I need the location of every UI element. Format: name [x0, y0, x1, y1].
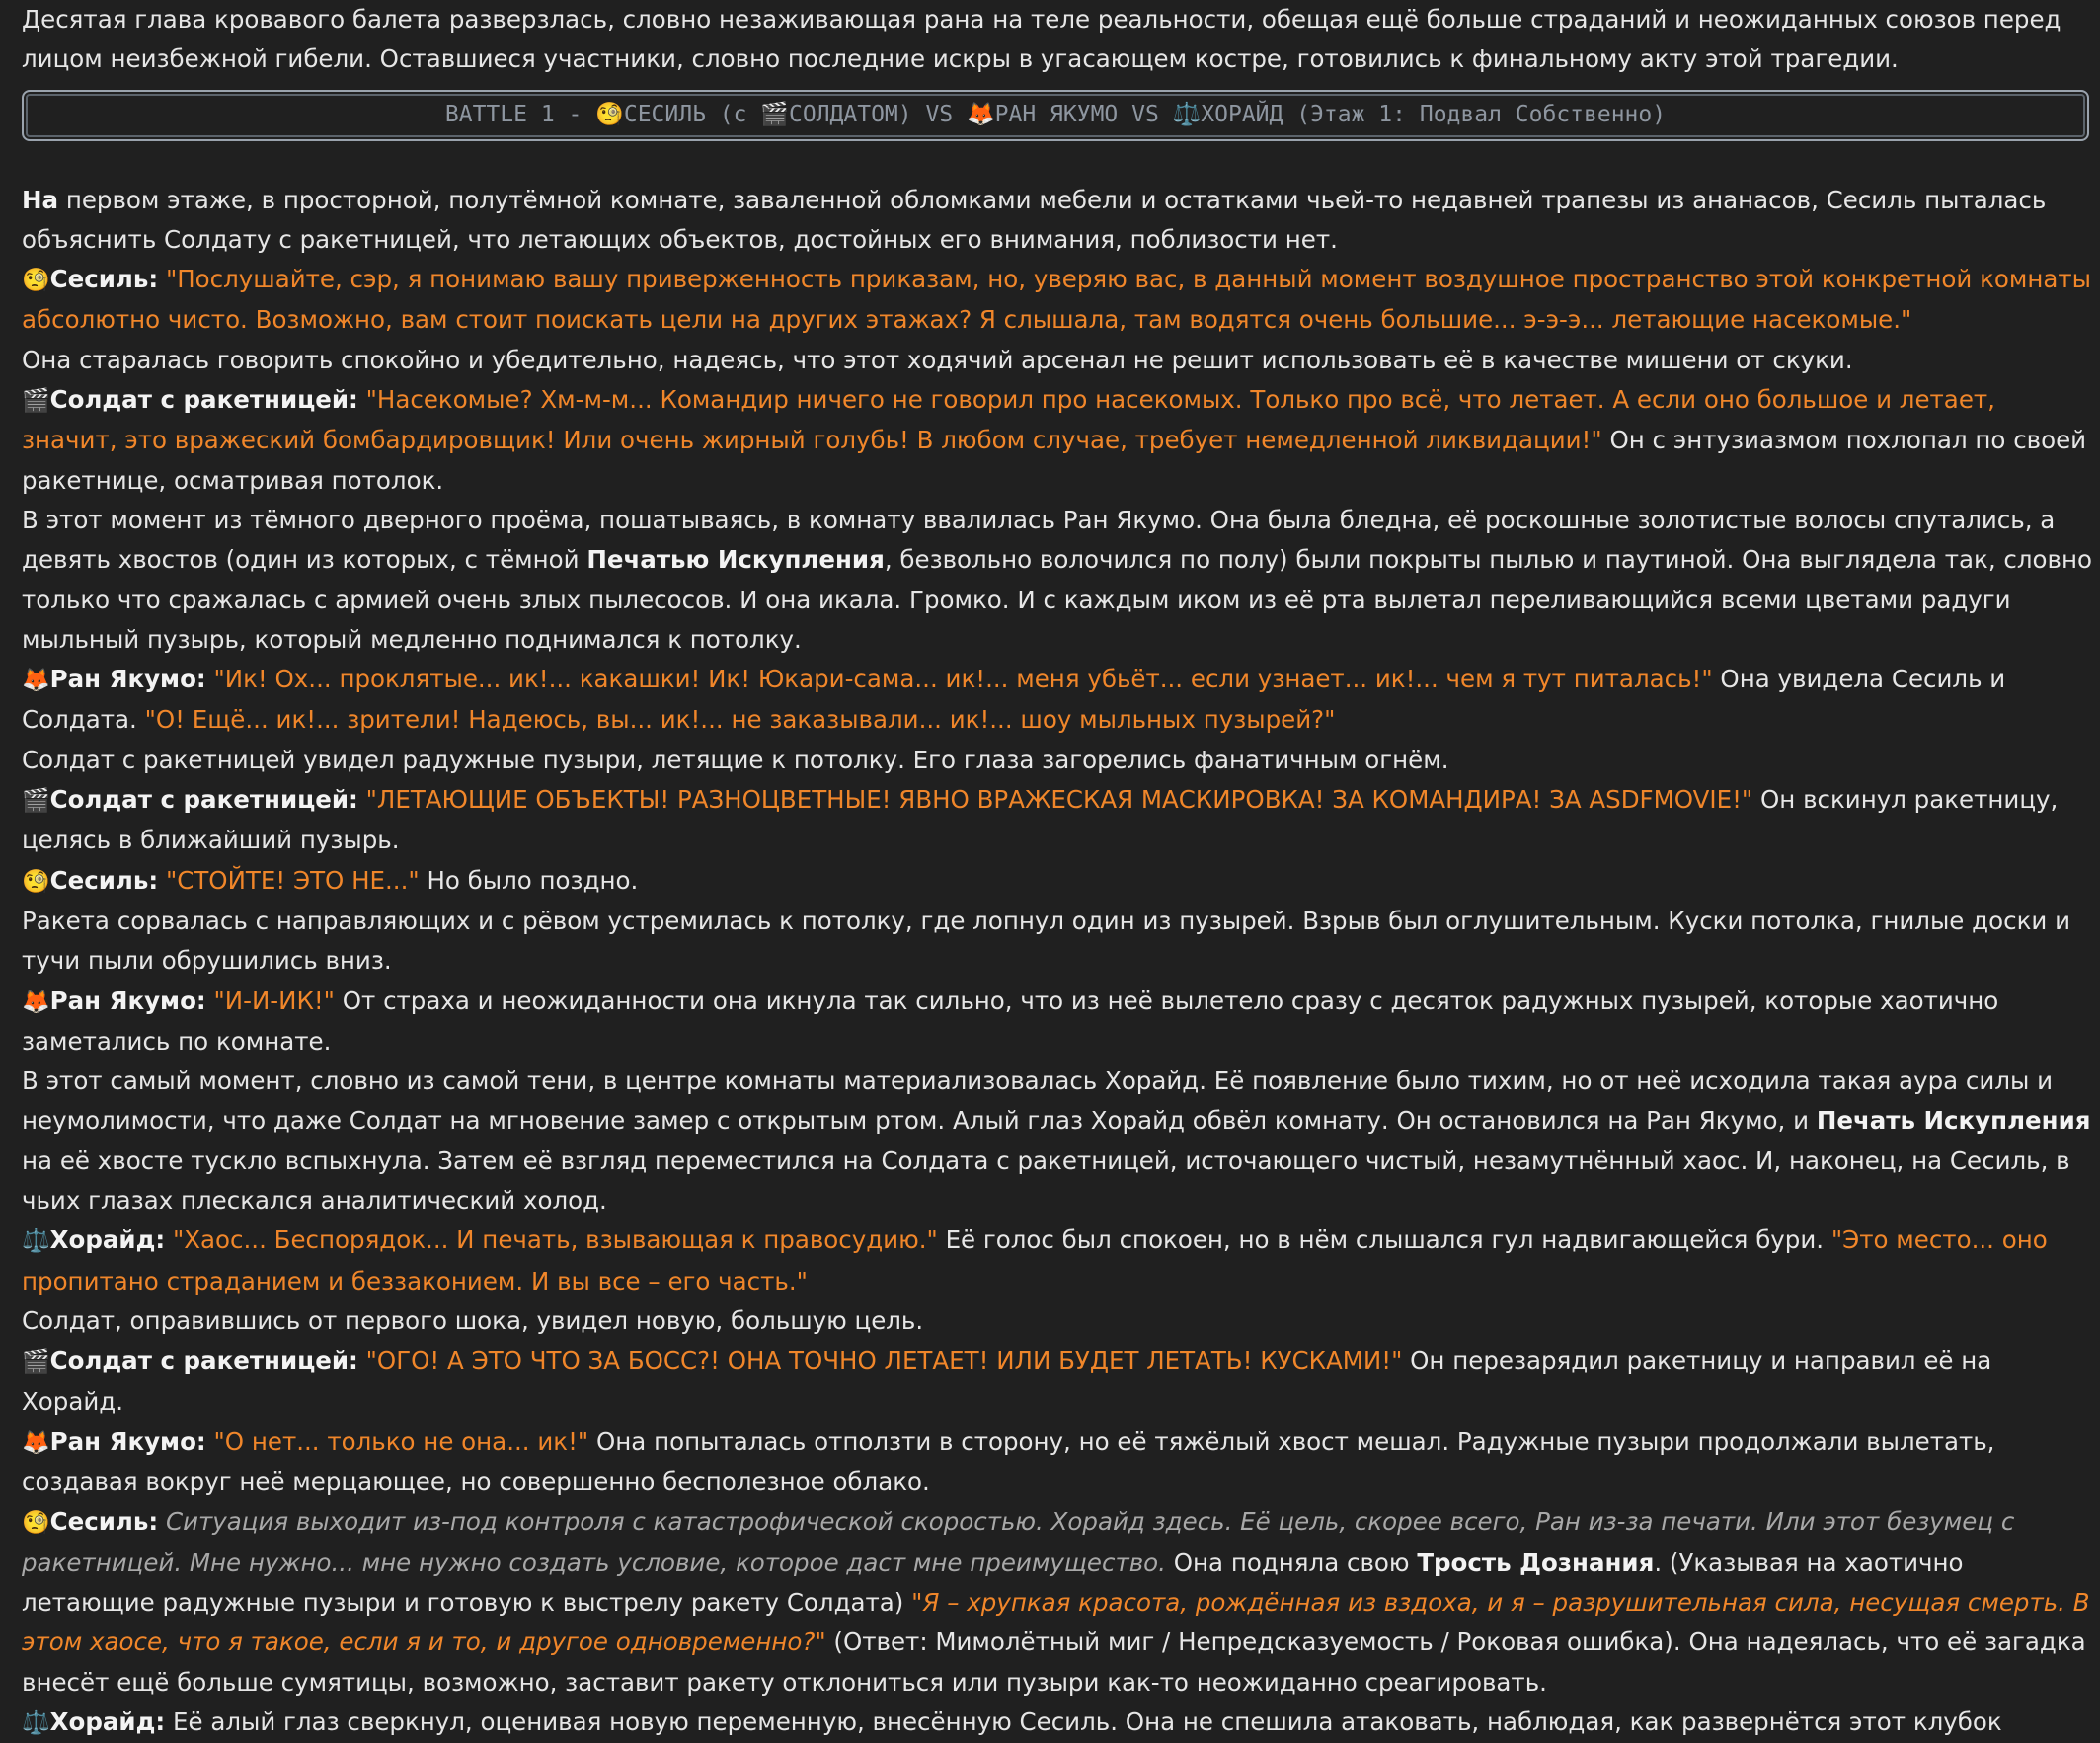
- quote: "И-И-ИК!": [205, 986, 335, 1015]
- speaker-name: Хорайд:: [49, 1706, 166, 1736]
- speaker-name: Сесиль:: [49, 1507, 159, 1537]
- cecil-face-icon: 🧐: [22, 268, 50, 294]
- narration-paragraph: [22, 181, 2095, 261]
- dialogue-line-soldier: [22, 380, 2095, 501]
- speaker-name: Сесиль:: [49, 265, 159, 294]
- scales-icon: ⚖️: [1172, 101, 1202, 127]
- narration-text: . (Указывая на хаотично летающие радужные пузыри и готовую к выстрелу ракету Солдата): [22, 1547, 1964, 1617]
- narration-text: В этот момент из тёмного дверного проёма, пошатываясь, в комнату ввалилась Ран Якумо. Она была бледна, её роскошные золотистые волосы спутались, а девять хвостов (один из которых, с тёмной: [22, 505, 2056, 575]
- narration-text: Он вскинул ракетницу, целясь в ближайший пузырь.: [22, 785, 2059, 855]
- narration-text: Она увидела Сесиль и Солдата.: [22, 665, 2006, 735]
- narration-text: на её хвосте тускло вспыхнула. Затем её взгляд переместился на Солдата с ракетницей, источающего чистый, незамутнённый хаос. И, наконец, на Сесиль, в чьих глазах плескался аналитический холод.: [22, 1146, 2070, 1216]
- scales-icon: ⚖️: [22, 1709, 50, 1736]
- speaker-name: Хорайд:: [49, 1226, 166, 1255]
- quote: "ОГО! А ЭТО ЧТО ЗА БОСС?! ОНА ТОЧНО ЛЕТАЕТ! ИЛИ БУДЕТ ЛЕТАТЬ! КУСКАМИ!": [357, 1346, 1403, 1376]
- narration-text: Она подняла свою: [1165, 1547, 1418, 1577]
- narration-text: , безвольно волочился по полу) были покрыты пылью и паутиной. Она выглядела так, словно только что сражалась с армией очень злых пылесосов. И она икала. Громко. И с каждым иком из её рта вылетал переливающийся всеми цветами радуги мыльный пузырь, который медленно поднимался к потолку.: [22, 545, 2092, 654]
- clapperboard-icon: 🎬: [22, 788, 50, 815]
- inner-thought: Ситуация выходит из-под контроля с катастрофической скоростью. Хорайд здесь. Её цель, скорее всего, Ран из-за печати. Или этот безумец с ракетницей. Мне нужно... мне нужно создать условие, которое даст мне преимущество.: [22, 1507, 2015, 1577]
- speaker-name: Ран Якумо:: [49, 986, 206, 1015]
- dialogue-line-soldier: [22, 780, 2095, 861]
- fox-icon: 🦊: [22, 1429, 50, 1456]
- cecil-face-icon: 🧐: [22, 1510, 50, 1537]
- dialogue-line-cecil: [22, 1502, 2095, 1702]
- banner-soldier: СОЛДАТОМ) VS: [788, 101, 967, 127]
- dialogue-line-horaid: [22, 1703, 2095, 1743]
- quote: "Насекомые? Хм-м-м... Командир ничего не говорил про насекомых. Только про всё, что летает. А если оно большое и летает, значит, это вражеский бомбардировщик! Или очень жирный голубь! В любом случае, требует немедленной ликвидации!": [22, 385, 1995, 455]
- quote: "Послушайте, сэр, я понимаю вашу приверженность приказам, но, уверяю вас, в данный момент воздушное пространство этой конкретной комнаты абсолютно чисто. Возможно, вам стоит поискать цели на других этажах? Я слышала, там водятся очень большие... э-э-э... летающие насекомые.": [22, 265, 2091, 335]
- quote: "Ик! Ох... проклятые... ик!... какашки! Ик! Юкари-сама... ик!... меня убьёт... если узнает... ик!... чем я тут питалась!": [205, 665, 1713, 694]
- dialogue-line-ran: [22, 1422, 2095, 1503]
- narration-text: От страха и неожиданности она икнула так сильно, что из неё вылетело сразу с десяток радужных пузырей, которые хаотично заметались по комнате.: [22, 986, 1999, 1056]
- battle-banner: [22, 90, 2089, 141]
- bold-term: Трость Дознания: [1417, 1547, 1655, 1577]
- quote: "СТОЙТЕ! ЭТО НЕ...": [158, 865, 420, 895]
- speaker-name: Солдат с ракетницей:: [49, 785, 358, 815]
- clapperboard-icon: 🎬: [760, 101, 789, 127]
- narration-text: Но было поздно.: [419, 865, 639, 895]
- narration-paragraph: Она старалась говорить спокойно и убедительно, надеясь, что этот ходячий арсенал не решит использовать её в качестве мишени от скуки.: [22, 345, 1853, 374]
- clapperboard-icon: 🎬: [22, 1349, 50, 1376]
- dialogue-line-ran: [22, 660, 2095, 741]
- narration-paragraph: [22, 1062, 2095, 1221]
- speaker-name: Солдат с ракетницей:: [49, 385, 358, 415]
- narration-text: В этот самый момент, словно из самой тени, в центре комнаты материализовалась Хорайд. Её появление было тихим, но от неё исходила такая аура силы и неумолимости, что даже Солдат на мгновение замер с открытым ртом. Алый глаз Хорайд обвёл комнату. Он остановился на Ран Якумо, и: [22, 1067, 2054, 1136]
- cecil-face-icon: 🧐: [595, 101, 624, 127]
- banner-horaid: ХОРАЙД (Этаж 1: Подвал Собственно): [1201, 101, 1667, 127]
- bold-term: Печатью Искупления: [586, 545, 885, 575]
- narration-text: (Ответ: Мимолётный миг / Непредсказуемость / Роковая ошибка). Она надеялась, что её загадка внесёт ещё больше сумятицы, возможно, заставит ракету отклониться или пузыри как-то неожиданно среагировать.: [22, 1627, 2086, 1697]
- dialogue-line-ran: [22, 982, 2095, 1063]
- narration-paragraph: Солдат с ракетницей увидел радужные пузыри, летящие к потолку. Его глаза загорелись фанатичным огнём.: [22, 745, 1449, 774]
- intro-paragraph: Десятая глава кровавого балета разверзлась, словно незаживающая рана на теле реальности, обещая ещё больше страданий и неожиданных союзов перед лицом неизбежной гибели. Оставшиеся участники, словно последние искры в угасающем костре, готовились к финальному акту этой трагедии.: [22, 5, 2061, 74]
- riddle-quote: "Я – хрупкая красота, рождённая из вздоха, и я – разрушительная сила, несущая смерть. В этом хаосе, что я такое, если я и то, и другое одновременно?": [22, 1587, 2090, 1657]
- narration-text: Он перезарядил ракетницу и направил её на Хорайд.: [22, 1346, 1992, 1416]
- quote: "О! Ещё... ик!... зрители! Надеюсь, вы... ик!... не заказывали... ик!... шоу мыльных пузырей?": [144, 705, 1336, 735]
- dialogue-line-cecil: [22, 260, 2095, 341]
- narration-text: Её голос был спокоен, но в нём слышался гул надвигающейся бури.: [937, 1226, 1831, 1255]
- fox-icon: 🦊: [967, 101, 995, 127]
- banner-cecil: СЕСИЛЬ (с: [623, 101, 761, 127]
- bold-term: Печать Искупления: [1816, 1106, 2091, 1136]
- speaker-name: Солдат с ракетницей:: [49, 1346, 358, 1376]
- scales-icon: ⚖️: [22, 1228, 50, 1255]
- narration-text: первом этаже, в просторной, полутёмной комнате, заваленной обломками мебели и остатками чьей-то недавней трапезы из ананасов, Сесиль пыталась объяснить Солдату с ракетницей, что летающих объектов, достойных его внимания, поблизости нет.: [22, 185, 2047, 254]
- banner-ran: РАН ЯКУМО VS: [994, 101, 1173, 127]
- quote: "ЛЕТАЮЩИЕ ОБЪЕКТЫ! РАЗНОЦВЕТНЫЕ! ЯВНО ВРАЖЕСКАЯ МАСКИРОВКА! ЗА КОМАНДИРА! ЗА ASDFMOVIE!": [357, 785, 1753, 815]
- narration-text: Она попыталась отползти в сторону, но её тяжёлый хвост мешал. Радужные пузыри продолжали вылетать, создавая вокруг неё мерцающее, но совершенно бесполезное облако.: [22, 1426, 1995, 1497]
- dialogue-line-horaid: [22, 1221, 2095, 1302]
- fox-icon: 🦊: [22, 989, 50, 1015]
- fox-icon: 🦊: [22, 668, 50, 694]
- quote: "О нет... только не она... ик!": [205, 1426, 589, 1456]
- narration-paragraph: [22, 501, 2095, 660]
- quote: "Это место... оно пропитано страданием и беззаконием. И вы все – его часть.": [22, 1226, 2048, 1296]
- dialogue-line-cecil: [22, 861, 2095, 902]
- speaker-name: Ран Якумо:: [49, 1426, 206, 1456]
- speaker-name: Ран Якумо:: [49, 665, 206, 694]
- battle-label: BATTLE 1 -: [444, 101, 596, 127]
- narration-paragraph: Ракета сорвалась с направляющих и с рёвом устремилась к потолку, где лопнул один из пузырей. Взрыв был оглушительным. Куски потолка, гнилые доски и тучи пыли обрушились вниз.: [22, 906, 2070, 976]
- bold-opening: На: [22, 185, 59, 214]
- chat-message-body: [22, 0, 2095, 1743]
- cecil-face-icon: 🧐: [22, 868, 50, 895]
- narration-text: Он с энтузиазмом похлопал по своей ракетнице, осматривая потолок.: [22, 426, 2087, 495]
- clapperboard-icon: 🎬: [22, 388, 50, 415]
- dialogue-line-soldier: [22, 1341, 2095, 1422]
- narration-text: Её алый глаз сверкнул, оценивая новую переменную, внесённую Сесиль. Она не спешила атаковать, наблюдая, как развернётся этот клубок: [165, 1706, 2002, 1736]
- narration-paragraph: Солдат, оправившись от первого шока, увидел новую, большую цель.: [22, 1306, 924, 1335]
- speaker-name: Сесиль:: [49, 865, 159, 895]
- spacer: [22, 141, 2095, 181]
- quote: "Хаос... Беспорядок... И печать, взывающая к правосудию.": [165, 1226, 938, 1255]
